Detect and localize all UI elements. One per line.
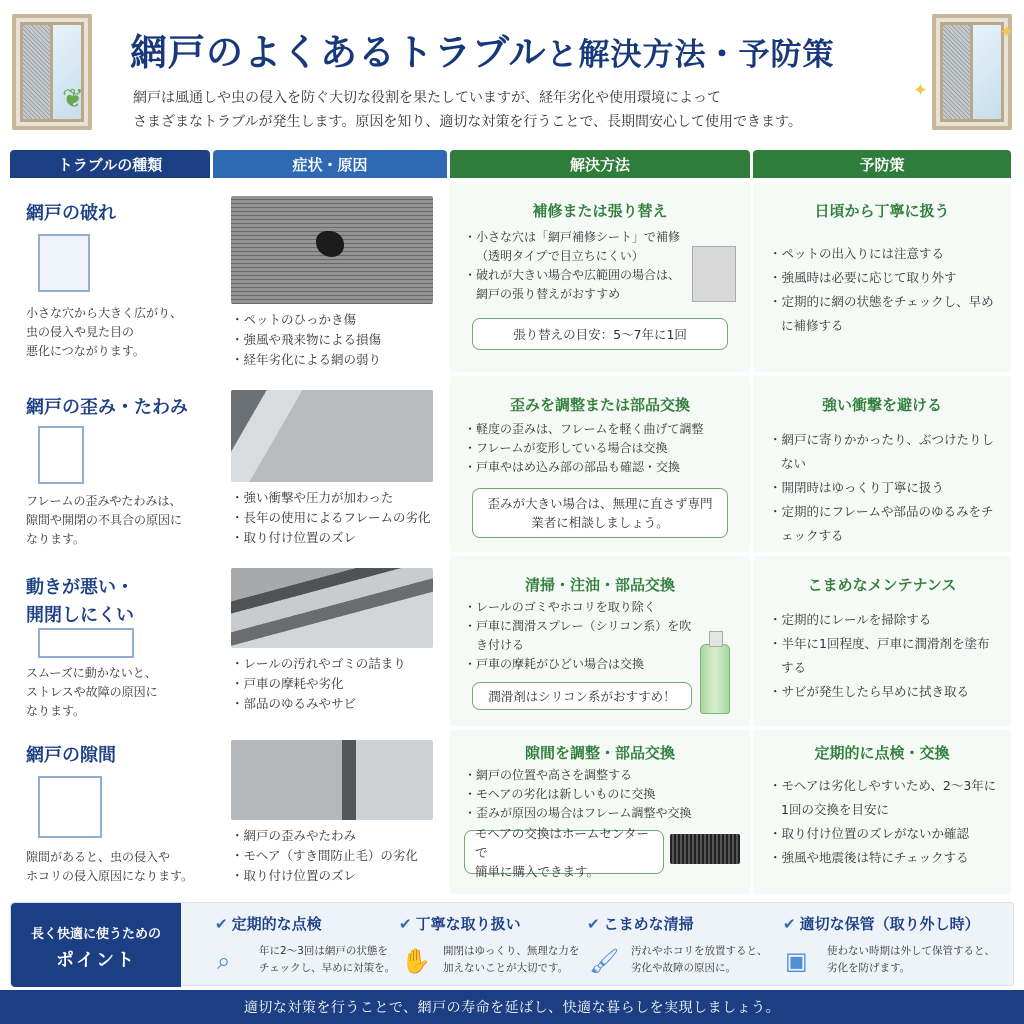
- footer-message: 適切な対策を行うことで、網戸の寿命を延ばし、快適な暮らしを実現しましょう。: [0, 990, 1024, 1024]
- prevention-list: ・ モヘアは劣化しやすいため、2〜3年に1回の交換を目安に ・ 取り付け位置のズレがないか確認 ・ 強風や地震後は特にチェックする: [769, 774, 1003, 870]
- lubricant-spray-icon: [700, 644, 730, 714]
- note-box: 歪みが大きい場合は、無理に直さず専門業者に相談しましょう。: [472, 488, 728, 538]
- solution-title: 歪みを調整または部品交換: [509, 396, 690, 414]
- tip-item: ✔ 適切な保管（取り外し時） ▣ 使わない時期は外して保管すると、 劣化を防げます。: [783, 915, 995, 975]
- sliding-screen-icon: [38, 628, 134, 658]
- trouble-name: 動きが悪い・ 開閉しにくい: [26, 577, 134, 626]
- column-header-prevention: 予防策: [753, 150, 1011, 178]
- sparkle-icon: ✦: [912, 80, 928, 101]
- tip-item: ✔ こまめな清掃 🖌 汚れやホコリを放置すると、 劣化や故障の原因に。: [587, 915, 768, 975]
- prevention-cell: [753, 376, 1011, 552]
- trouble-description: 小さな穴から大きく広がり、 虫の侵入や見た目の 悪化につながります。: [26, 306, 183, 358]
- trouble-name: 網戸の隙間: [26, 745, 116, 766]
- solution-title: 隙間を調整・部品交換: [524, 744, 675, 762]
- solution-title: 清掃・注油・部品交換: [524, 576, 675, 594]
- screen-gap-photo: [231, 740, 433, 820]
- warped-frame-icon: [38, 426, 84, 484]
- tips-label: 長く快適に使うための ポイント: [11, 903, 181, 987]
- torn-screen-icon: [38, 234, 90, 292]
- prevention-cell: [753, 556, 1011, 726]
- solution-cell: [450, 376, 750, 552]
- trouble-cell: [10, 376, 210, 552]
- brush-icon: 🖌: [589, 947, 620, 975]
- table-row: [10, 182, 1014, 372]
- solution-cell: [450, 182, 750, 372]
- cause-cell: [213, 730, 447, 894]
- tip-item: ✔ 定期的な点検 ⌕ 年に2〜3回は網戸の状態を チェックし、早めに対策を。: [215, 915, 396, 975]
- solution-list: ・ 網戸の位置や高さを調整する ・ モヘアの劣化は新しいものに交換 ・ 歪みが原因の場合はフレーム調整や交換: [464, 766, 740, 823]
- prevention-cell: [753, 182, 1011, 372]
- tip-item: ✔ 丁寧な取り扱い ✋ 開閉はゆっくり、無理な力を 加えないことが大切です。: [399, 915, 580, 975]
- trouble-cell: [10, 182, 210, 372]
- solution-cell: [450, 556, 750, 726]
- mohair-strip-icon: [670, 834, 740, 864]
- tips-panel: [10, 902, 1014, 986]
- table-row: [10, 376, 1014, 552]
- cause-cell: [213, 556, 447, 726]
- cause-list: ・ 網戸の歪みやたわみ ・ モヘア（すき間防止毛）の劣化 ・ 取り付け位置のズレ: [231, 826, 418, 886]
- check-icon: ✔: [399, 915, 412, 933]
- cause-cell: [213, 182, 447, 372]
- cause-cell: [213, 376, 447, 552]
- note-box: モヘアの交換はホームセンターで 簡単に購入できます。: [464, 830, 664, 874]
- trouble-description: 隙間があると、虫の侵入や ホコリの侵入原因になります。: [26, 850, 194, 883]
- prevention-list: ・ ペットの出入りには注意する ・ 強風時は必要に応じて取り外す ・ 定期的に網の状態をチェックし、早めに補修する: [769, 242, 999, 338]
- check-icon: ✔: [783, 915, 796, 933]
- box-icon: ▣: [785, 947, 808, 975]
- trouble-description: スムーズに動かないと、 ストレスや故障の原因に なります。: [26, 666, 158, 718]
- trouble-cell: [10, 556, 210, 726]
- prevention-title: 定期的に点検・交換: [814, 744, 950, 762]
- trouble-name: 網戸の破れ: [26, 203, 116, 224]
- solution-list: ・ 小さな穴は「網戸補修シート」で補修（透明タイプで目立ちにくい） ・ 破れが大きい場合や広範囲の場合は、網戸の張り替えがおすすめ: [464, 228, 686, 304]
- check-icon: ✔: [587, 915, 600, 933]
- prevention-title: こまめなメンテナンス: [807, 576, 957, 594]
- trouble-description: フレームの歪みやたわみは、 隙間や開閉の不具合の原因に なります。: [26, 494, 183, 546]
- dirty-rail-photo: [231, 568, 433, 648]
- column-header-cause: 症状・原因: [213, 150, 447, 178]
- leaf-icon: ❦: [62, 84, 84, 114]
- note-box: 張り替えの目安：5〜7年に1回: [472, 318, 728, 350]
- prevention-title: 日頃から丁寧に扱う: [814, 202, 950, 220]
- gap-screen-icon: [38, 776, 102, 838]
- prevention-list: ・ 網戸に寄りかかったり、ぶつけたりしない ・ 開閉時はゆっくり丁寧に扱う ・ 定期的にフレームや部品のゆるみをチェックする: [769, 428, 1005, 548]
- trouble-table: [10, 150, 1014, 894]
- table-header: [10, 150, 1014, 178]
- column-header-solution: 解決方法: [450, 150, 750, 178]
- page-header: [0, 0, 1024, 148]
- torn-screen-photo: [231, 196, 433, 304]
- intro-text: 網戸は風通しや虫の侵入を防ぐ大切な役割を果たしていますが、経年劣化や使用環境によって さまざまなトラブルが発生します。原因を知り、適切な対策を行うことで、長期間安心して使用できます。: [133, 90, 802, 130]
- prevention-list: ・ 定期的にレールを掃除する ・ 半年に1回程度、戸車に潤滑剤を塗布する ・ サビが発生したら早めに拭き取る: [769, 608, 1001, 704]
- solution-title: 補修または張り替え: [532, 202, 668, 220]
- hand-icon: ✋: [401, 947, 431, 975]
- solution-list: ・ 軽度の歪みは、フレームを軽く曲げて調整 ・ フレームが変形している場合は交換 ・ 戸車やはめ込み部の部品も確認・交換: [464, 420, 740, 477]
- repair-sheet-icon: [692, 246, 736, 302]
- sparkle-icon: ✦: [998, 22, 1014, 43]
- note-box: 潤滑剤はシリコン系がおすすめ！: [472, 682, 692, 710]
- table-row: [10, 556, 1014, 726]
- cause-list: ・ 強い衝撃や圧力が加わった ・ 長年の使用によるフレームの劣化 ・ 取り付け位置のズレ: [231, 488, 431, 548]
- magnifier-icon: ⌕: [217, 947, 231, 975]
- column-header-type: トラブルの種類: [10, 150, 210, 178]
- check-icon: ✔: [215, 915, 228, 933]
- trouble-name: 網戸の歪み・たわみ: [26, 397, 188, 418]
- table-row: [10, 730, 1014, 894]
- cause-list: ・ ペットのひっかき傷 ・ 強風や飛来物による損傷 ・ 経年劣化による網の弱り: [231, 310, 381, 370]
- solution-cell: [450, 730, 750, 894]
- solution-list: ・ レールのゴミやホコリを取り除く ・ 戸車に潤滑スプレー（シリコン系）を吹き付ける ・ 戸車の摩耗がひどい場合は交換: [464, 598, 694, 674]
- page-title: 網戸のよくあるトラブルと解決方法・予防策: [130, 31, 835, 74]
- trouble-cell: [10, 730, 210, 894]
- cause-list: ・ レールの汚れやゴミの詰まり ・ 戸車の摩耗や劣化 ・ 部品のゆるみやサビ: [231, 654, 406, 714]
- prevention-title: 強い衝撃を避ける: [821, 396, 942, 414]
- warped-screen-photo: [231, 390, 433, 482]
- prevention-cell: [753, 730, 1011, 894]
